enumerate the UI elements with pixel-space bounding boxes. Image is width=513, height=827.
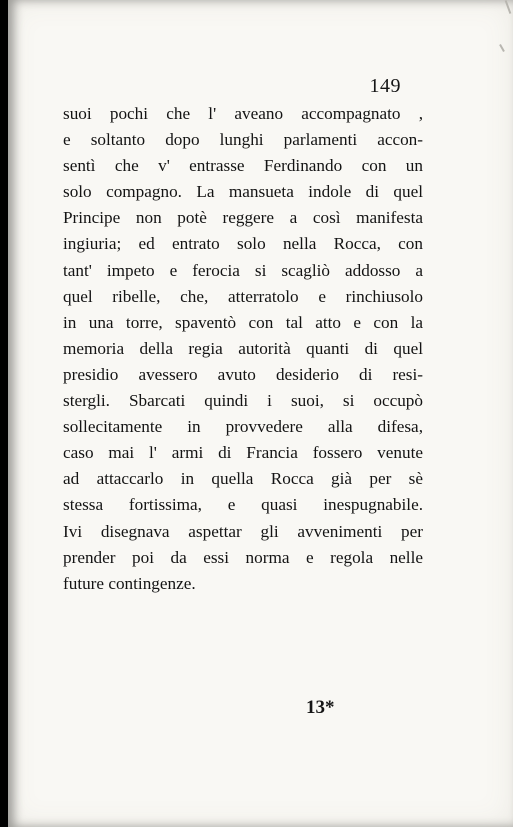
page-number: 149 — [369, 75, 401, 97]
signature-mark: 13* — [306, 697, 335, 718]
text-line: e soltanto dopo lunghi parlamenti accon- — [63, 130, 423, 150]
text-line: caso mai l' armi di Francia fossero venute — [63, 443, 423, 463]
text-line: sentì che v' entrasse Ferdinando con un — [63, 156, 423, 176]
text-line: Principe non potè reggere a così manifesta — [63, 208, 423, 228]
text-line: solo compagno. La mansueta indole di quel — [63, 182, 423, 202]
text-line: Ivi disegnava aspettar gli avvenimenti per — [63, 521, 423, 541]
page-edge-mark — [505, 0, 512, 14]
text-line: ad attaccarlo in quella Rocca già per sè — [63, 469, 423, 489]
text-line: ingiuria; ed entrato solo nella Rocca, con — [63, 234, 423, 254]
text-line: memoria della regia autorità quanti di quel — [63, 338, 423, 358]
text-line: suoi pochi che l' aveano accompagnato , — [63, 104, 423, 123]
text-line: quel ribelle, che, atterratolo e rinchiusolo — [63, 286, 423, 306]
text-line: in una torre, spaventò con tal atto e con la — [63, 312, 423, 332]
text-line: tant' impeto e ferocia si scagliò addosso a — [63, 260, 423, 280]
text-line: sollecitamente in provvedere alla difesa, — [63, 417, 423, 437]
text-line: future contingenze. — [63, 573, 196, 593]
text-line: presidio avessero avuto desiderio di resi- — [63, 364, 423, 384]
text-line: stergli. Sbarcati quindi i suoi, si occupò — [63, 391, 423, 411]
body-text — [63, 101, 423, 597]
page-edge-mark — [499, 44, 505, 52]
book-page — [8, 0, 513, 827]
text-line: prender poi da essi norma e regola nelle — [63, 547, 423, 567]
text-line: stessa fortissima, e quasi inespugnabile. — [63, 495, 423, 515]
